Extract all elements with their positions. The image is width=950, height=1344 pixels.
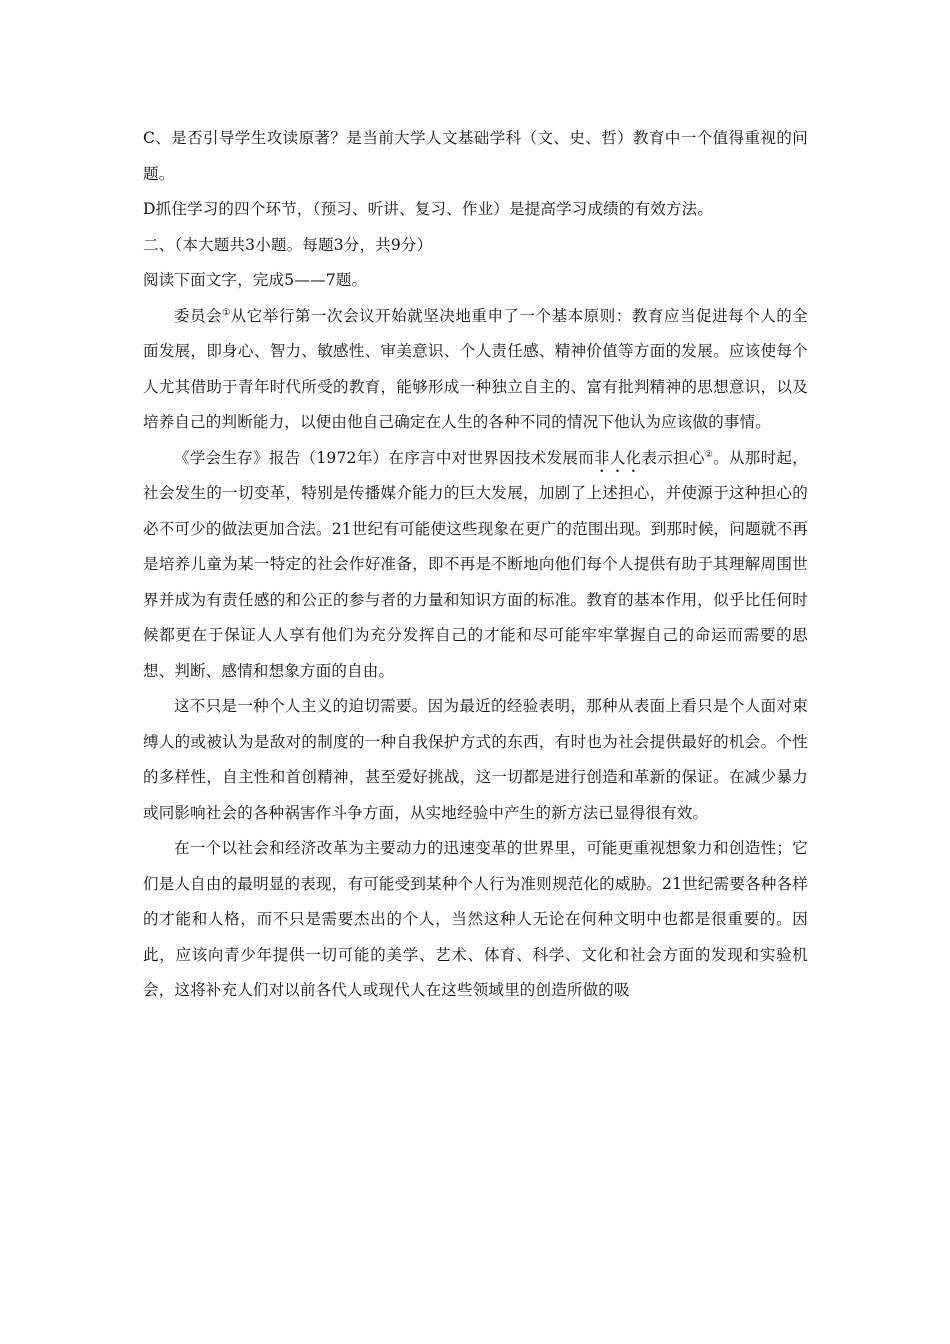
section-heading: 二、（本大题共3小题。每题3分，共9分） <box>143 235 433 254</box>
footnote-marker-2: ② <box>704 449 714 460</box>
footnote-marker-1: ① <box>222 307 231 318</box>
passage-paragraph-2 <box>143 441 808 690</box>
option-c: C、是否引导学生攻读原著？是当前大学人文基础学科（文、史、哲）教育中一个值得重视的问题。 <box>143 129 808 183</box>
reading-instruction: 阅读下面文字，完成5——7题。 <box>143 271 368 289</box>
p1-start: 委员会 <box>174 306 223 325</box>
p2-middle: 表示担心 <box>641 448 705 467</box>
passage-paragraph-3: 这不只是一种个人主义的迫切需要。因为最近的经验表明，那种从表面上看只是个人面对束缚人的或被认为是敌对的制度的一种自我保护方式的东西，有时也为社会提供最好的机会。个性的多样性，自主性和首创精神，甚至爱好挑战，这一切都是进行创造和革新的保证。在减少暴力或同影响社会的各种祸害作斗争方面，从实地经验中产生的新方法已显得很有效。 <box>143 697 808 822</box>
passage-paragraph-4: 在一个以社会和经济改革为主要动力的迅速变革的世界里，可能更重视想象力和创造性；它们是人自由的最明显的表现，有可能受到某种个人行为准则规范化的威胁。21世纪需要各种各样的才能和人格，而不只是需要杰出的个人，当然这种人无论在何种文明中也都是很重要的。因此，应该向青少年提供一切可能的美学、艺术、体育、科学、文化和社会方面的发现和实验机会，这将补充人们对以前各代人或现代人在这些领域里的创造所做的吸 <box>143 839 808 999</box>
p2-start: 《学会生存》报告（1972年）在序言中对世界因技术发展而 <box>174 448 595 467</box>
p2-rest: 。从那时起，社会发生的一切变革，特别是传播媒介能力的巨大发展，加剧了上述担心，并使源于这种担心的必不可少的做法更加合法。21世纪有可能使这些现象在更广的范围出现。到那时候，问题就不再是培养儿童为某一特定的社会作好准备，即不再是不断地向他们每个人提供有助于其理解周围世界并成为有责任感的和公正的参与者的力量和知识方面的标准。教育的基本作用，似乎比任何时候都更在于保证人人享有他们为充分发挥自己的才能和尽可能牢牢掌握自己的命运而需要的思想、判断、感情和想象方面的自由。 <box>143 448 808 680</box>
emphasized-term: 非人化 <box>594 448 642 467</box>
document-page <box>143 121 808 1009</box>
p1-rest: 从它举行第一次会议开始就坚决地重申了一个基本原则：教育应当促进每个人的全面发展，即身心、智力、敏感性、审美意识、个人责任感、精神价值等方面的发展。应该使每个人尤其借助于青年时代所受的教育，能够形成一种独立自主的、富有批判精神的思想意识，以及培养自己的判断能力，以便由他自己确定在人生的各种不同的情况下他认为应该做的事情。 <box>143 306 808 431</box>
passage-paragraph-1 <box>143 299 808 441</box>
option-d: D抓住学习的四个环节，（预习、听讲、复习、作业）是提高学习成绩的有效方法。 <box>143 200 714 218</box>
